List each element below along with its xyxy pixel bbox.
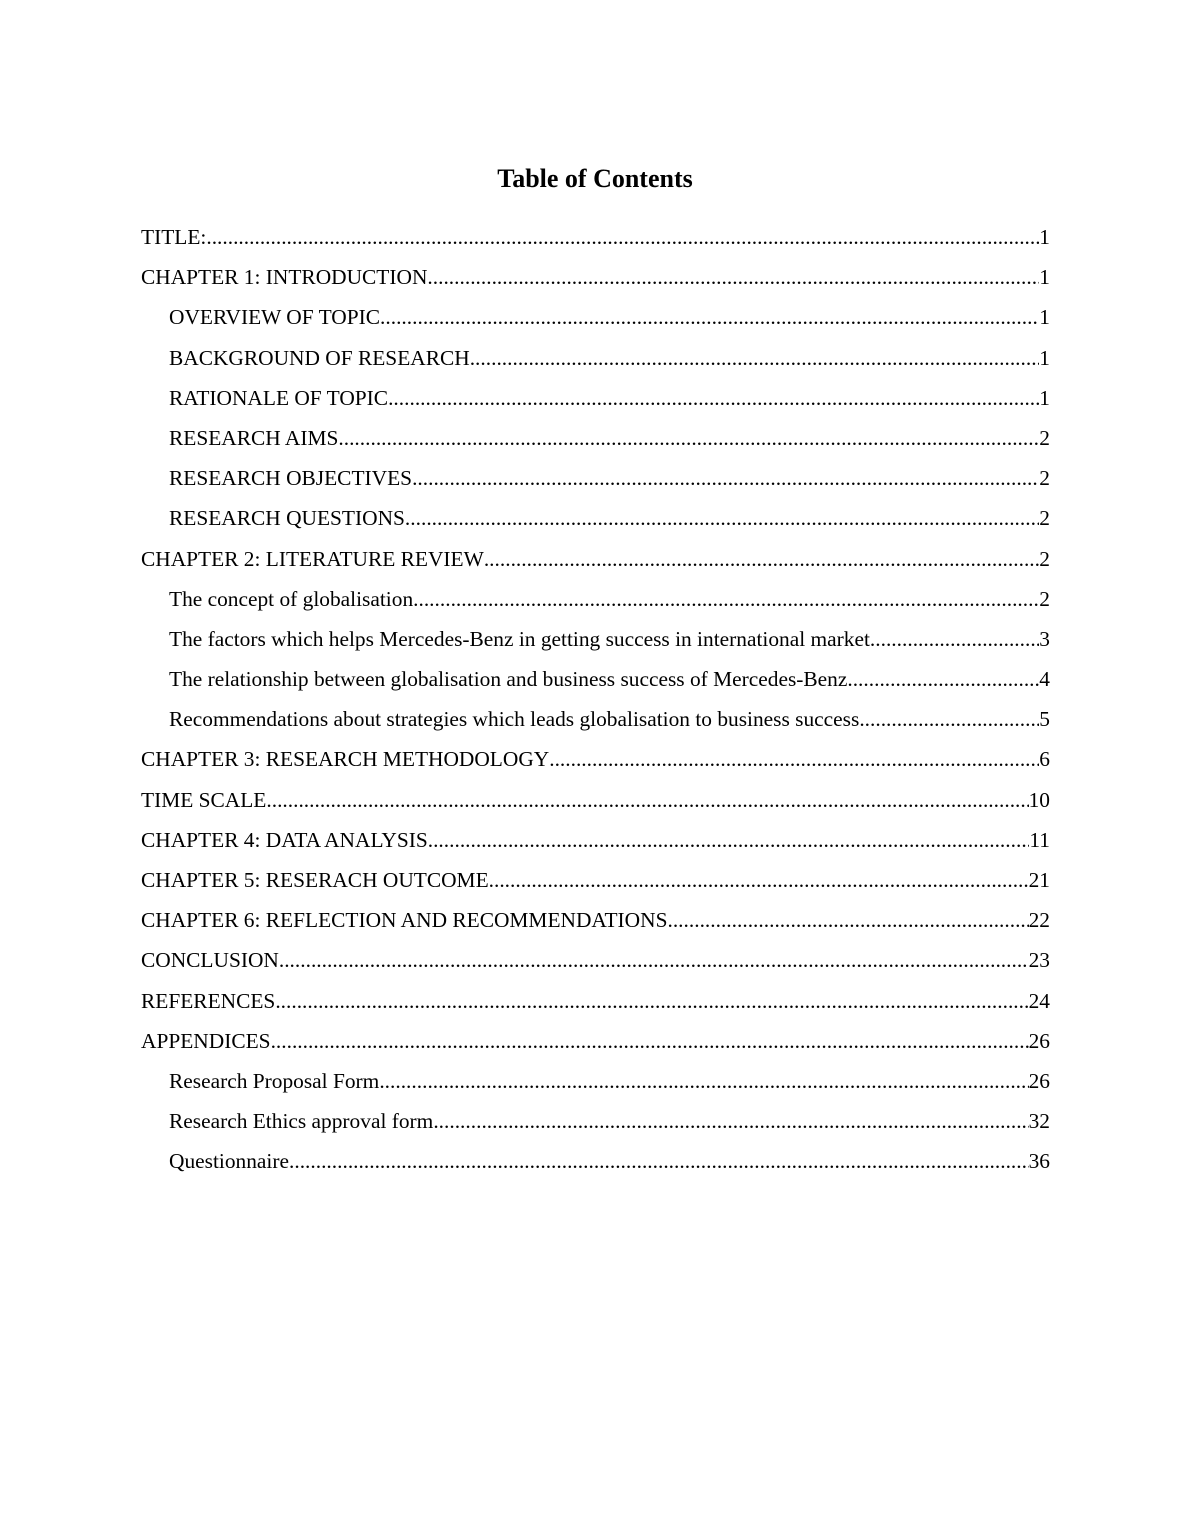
toc-entry-text: OVERVIEW OF TOPIC bbox=[169, 305, 381, 330]
toc-page-number: 21 bbox=[1028, 868, 1050, 892]
toc-entry[interactable] bbox=[141, 981, 1050, 1021]
toc-entry-text: RESEARCH AIMS bbox=[169, 425, 339, 450]
toc-page-number: 32 bbox=[1028, 1109, 1050, 1134]
toc-page-number: 24 bbox=[1028, 988, 1050, 1013]
toc-entry-text: The factors which helps Mercedes-Benz in getting success in international market bbox=[169, 626, 870, 651]
toc-page-number: 1 bbox=[1039, 225, 1050, 249]
toc-leader-dots bbox=[279, 940, 1029, 980]
toc-title: Table of Contents bbox=[497, 164, 693, 193]
toc-entry-text: RATIONALE OF TOPIC bbox=[169, 385, 389, 410]
toc-subentry[interactable] bbox=[141, 297, 1050, 337]
toc-entry-text: CHAPTER 3: RESEARCH METHODOLOGY bbox=[141, 747, 550, 772]
toc-leader-dots bbox=[271, 1021, 1029, 1061]
toc-entry-text: CHAPTER 1: INTRODUCTION bbox=[141, 265, 428, 290]
toc-subentry[interactable] bbox=[141, 498, 1050, 538]
toc-page-number: 6 bbox=[1039, 747, 1050, 772]
toc-page-number: 1 bbox=[1039, 265, 1050, 290]
toc-entry-text: REFERENCES bbox=[141, 988, 276, 1013]
toc-subentry[interactable] bbox=[141, 418, 1050, 458]
toc-entry[interactable] bbox=[141, 257, 1050, 297]
toc-page-number: 1 bbox=[1039, 305, 1050, 330]
toc-leader-dots bbox=[870, 619, 1039, 659]
toc-page-number: 36 bbox=[1028, 1149, 1050, 1174]
toc-entry[interactable] bbox=[141, 739, 1050, 779]
toc-subentry[interactable] bbox=[141, 579, 1050, 619]
toc-page-number: 2 bbox=[1039, 425, 1050, 450]
toc-page-number: 5 bbox=[1039, 707, 1050, 732]
toc-subentry[interactable] bbox=[141, 699, 1050, 739]
toc-page-number: 3 bbox=[1039, 626, 1050, 651]
toc-entry[interactable] bbox=[141, 820, 1050, 860]
toc-leader-dots bbox=[380, 297, 1039, 337]
toc-entry[interactable] bbox=[141, 780, 1050, 820]
toc-page-number: 26 bbox=[1028, 1068, 1050, 1093]
toc-entry-text: TIME SCALE bbox=[141, 787, 267, 812]
toc-entry-text: CHAPTER 6: REFLECTION AND RECOMMENDATIONS bbox=[141, 908, 668, 933]
toc-entry[interactable] bbox=[141, 539, 1050, 579]
toc-leader-dots bbox=[206, 217, 1039, 257]
toc-list bbox=[141, 217, 1050, 1182]
toc-subentry[interactable] bbox=[141, 1061, 1050, 1101]
toc-entry-text: CONCLUSION bbox=[141, 948, 279, 973]
toc-entry[interactable] bbox=[141, 860, 1050, 900]
toc-leader-dots bbox=[427, 257, 1039, 297]
toc-page-number: 4 bbox=[1039, 667, 1050, 692]
toc-entry-text: The concept of globalisation bbox=[169, 586, 414, 611]
toc-subentry[interactable] bbox=[141, 659, 1050, 699]
toc-page-number: 23 bbox=[1028, 948, 1050, 973]
toc-leader-dots bbox=[667, 900, 1028, 940]
toc-entry-text: RESEARCH QUESTIONS bbox=[169, 506, 405, 531]
toc-entry-text: CHAPTER 4: DATA ANALYSIS bbox=[141, 827, 428, 852]
toc-leader-dots bbox=[470, 338, 1040, 378]
toc-entry-text: CHAPTER 2: LITERATURE REVIEW bbox=[141, 546, 484, 571]
toc-leader-dots bbox=[859, 699, 1039, 739]
toc-entry[interactable] bbox=[141, 217, 1050, 257]
toc-entry[interactable] bbox=[141, 1021, 1050, 1061]
toc-leader-dots bbox=[489, 860, 1029, 900]
toc-leader-dots bbox=[428, 820, 1030, 860]
toc-page-number: 26 bbox=[1028, 1028, 1050, 1053]
toc-leader-dots bbox=[289, 1141, 1029, 1181]
toc-page-number: 2 bbox=[1039, 586, 1050, 611]
toc-page-number: 11 bbox=[1029, 827, 1050, 852]
toc-page-number: 2 bbox=[1039, 506, 1050, 531]
toc-entry-text: APPENDICES bbox=[141, 1028, 271, 1053]
toc-leader-dots bbox=[338, 418, 1039, 458]
toc-subentry[interactable] bbox=[141, 338, 1050, 378]
toc-page-number: 2 bbox=[1039, 466, 1050, 491]
toc-leader-dots bbox=[275, 981, 1028, 1021]
toc-entry[interactable] bbox=[141, 940, 1050, 980]
toc-page-number: 2 bbox=[1039, 546, 1050, 571]
toc-leader-dots bbox=[266, 780, 1028, 820]
toc-subentry[interactable] bbox=[141, 619, 1050, 659]
toc-entry-text: TITLE: bbox=[141, 225, 207, 249]
toc-entry-text: Questionnaire bbox=[169, 1149, 289, 1174]
toc-subentry[interactable] bbox=[141, 378, 1050, 418]
toc-leader-dots bbox=[413, 579, 1039, 619]
toc-entry-text: RESEARCH OBJECTIVES bbox=[169, 466, 413, 491]
toc-leader-dots bbox=[484, 539, 1039, 579]
toc-entry-text: Recommendations about strategies which leads globalisation to business success bbox=[169, 707, 860, 732]
toc-subentry[interactable] bbox=[141, 1101, 1050, 1141]
toc-subentry[interactable] bbox=[141, 1141, 1050, 1181]
toc-entry-text: Research Ethics approval form bbox=[169, 1109, 434, 1134]
toc-leader-dots bbox=[405, 498, 1039, 538]
toc-entry[interactable] bbox=[141, 900, 1050, 940]
toc-leader-dots bbox=[379, 1061, 1028, 1101]
toc-entry-text: CHAPTER 5: RESERACH OUTCOME bbox=[141, 868, 489, 892]
toc-subentry[interactable] bbox=[141, 458, 1050, 498]
toc-page-number: 22 bbox=[1028, 908, 1050, 933]
toc-leader-dots bbox=[549, 739, 1039, 779]
toc-page-number: 10 bbox=[1028, 787, 1050, 812]
toc-leader-dots bbox=[412, 458, 1039, 498]
toc-leader-dots bbox=[433, 1101, 1028, 1141]
toc-leader-dots bbox=[388, 378, 1039, 418]
toc-page-number: 1 bbox=[1039, 385, 1050, 410]
toc-page-number: 1 bbox=[1039, 345, 1050, 370]
toc-entry-text: BACKGROUND OF RESEARCH bbox=[169, 345, 470, 370]
toc-leader-dots bbox=[847, 659, 1039, 699]
toc-entry-text: Research Proposal Form bbox=[169, 1068, 380, 1093]
toc-entry-text: The relationship between globalisation and business success of Mercedes-Benz bbox=[169, 667, 848, 692]
